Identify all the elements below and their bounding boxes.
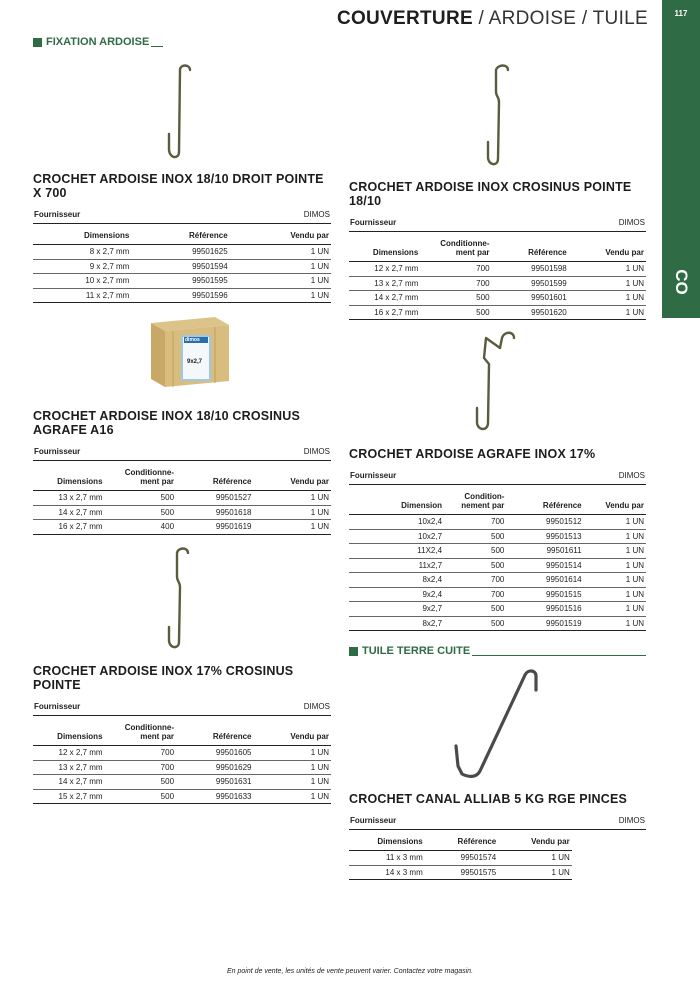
cell-dimension: 9x2,7 — [349, 602, 444, 617]
product-table — [349, 485, 646, 631]
page-title-sub: / ARDOISE / TUILE — [472, 8, 648, 29]
supplier-label: Fournisseur — [34, 447, 81, 456]
cell-conditionnement: 700 — [105, 760, 177, 775]
cell-conditionnement: 700 — [444, 587, 506, 602]
col-header: Dimensions — [33, 461, 105, 491]
cell-vendu: 1 UN — [230, 245, 331, 260]
product-table — [349, 830, 572, 880]
supplier-name: DIMOS — [303, 702, 330, 711]
cell-reference: 99501631 — [176, 775, 253, 790]
product-crochet-agrafe-17 — [349, 447, 646, 631]
col-header: Condition-nement par — [444, 485, 506, 515]
table-row — [33, 259, 331, 274]
table-row — [349, 865, 572, 880]
cell-conditionnement: 700 — [105, 746, 177, 761]
product-crochet-canal — [349, 792, 646, 880]
cell-conditionnement: 400 — [105, 520, 177, 535]
cell-vendu: 1 UN — [498, 865, 572, 880]
table-row — [349, 587, 646, 602]
cell-dimension: 10 x 2,7 mm — [33, 274, 131, 289]
table-row — [33, 245, 331, 260]
cell-dimension: 15 x 2,7 mm — [33, 789, 105, 804]
table-row — [349, 529, 646, 544]
table-row — [349, 602, 646, 617]
supplier-row — [349, 814, 646, 830]
table-row — [33, 746, 331, 761]
cell-reference: 99501596 — [131, 288, 229, 303]
cell-reference: 99501611 — [506, 544, 583, 559]
supplier-label: Fournisseur — [350, 816, 397, 825]
cell-vendu: 1 UN — [254, 789, 332, 804]
page-number: 117 — [674, 9, 688, 18]
cell-vendu: 1 UN — [569, 291, 646, 306]
cell-reference: 99501513 — [506, 529, 583, 544]
cell-vendu: 1 UN — [254, 775, 332, 790]
col-header: Conditionne-ment par — [420, 232, 491, 262]
footer-note: En point de vente, les unités de vente peuvent varier. Contactez votre magasin. — [226, 968, 474, 975]
col-header: Référence — [176, 461, 253, 491]
cell-conditionnement: 500 — [105, 775, 177, 790]
supplier-name: DIMOS — [618, 218, 645, 227]
col-header: Référence — [492, 232, 569, 262]
cell-conditionnement: 500 — [105, 491, 177, 506]
product-title: CROCHET CANAL ALLIAB 5 KG RGE PINCES — [349, 792, 628, 806]
product-title: CROCHET ARDOISE INOX 18/10 CROSINUS AGRAFE A16 — [33, 409, 301, 437]
product-crochet-crosinus-agrafe — [33, 409, 331, 535]
col-header: Conditionne-ment par — [105, 716, 177, 746]
cell-reference: 99501633 — [176, 789, 253, 804]
cell-dimension: 8x2,4 — [349, 573, 444, 588]
supplier-name: DIMOS — [303, 210, 330, 219]
cell-conditionnement: 500 — [444, 544, 506, 559]
cell-reference: 99501629 — [176, 760, 253, 775]
cell-vendu: 1 UN — [584, 544, 646, 559]
cell-dimension: 16 x 2,7 mm — [349, 305, 420, 320]
chapter-letters: CO — [672, 269, 691, 295]
cell-vendu: 1 UN — [584, 616, 646, 631]
table-row — [349, 515, 646, 530]
cell-vendu: 1 UN — [584, 558, 646, 573]
product-table — [33, 716, 331, 804]
col-header: Référence — [176, 716, 253, 746]
cell-reference: 99501605 — [176, 746, 253, 761]
cell-vendu: 1 UN — [254, 505, 332, 520]
cell-vendu: 1 UN — [584, 602, 646, 617]
table-row — [349, 305, 646, 320]
cell-dimension: 9x2,4 — [349, 587, 444, 602]
table-row — [349, 291, 646, 306]
section-rule — [151, 46, 163, 47]
section-label: TUILE TERRE CUITE — [362, 645, 471, 657]
cell-reference: 99501614 — [506, 573, 583, 588]
table-row — [349, 573, 646, 588]
cell-conditionnement: 700 — [444, 515, 506, 530]
cell-conditionnement: 500 — [420, 291, 491, 306]
cell-dimension: 14 x 2,7 mm — [33, 505, 105, 520]
product-title: CROCHET ARDOISE INOX 17% CROSINUS POINTE — [33, 664, 294, 692]
supplier-name: DIMOS — [618, 471, 645, 480]
cell-dimension: 10x2,4 — [349, 515, 444, 530]
product-crochet-droit-pointe — [33, 172, 331, 303]
cell-reference: 99501595 — [131, 274, 229, 289]
cell-dimension: 9 x 2,7 mm — [33, 259, 131, 274]
cell-vendu: 1 UN — [584, 573, 646, 588]
cell-reference: 99501618 — [176, 505, 253, 520]
cell-conditionnement: 500 — [420, 305, 491, 320]
section-rule — [472, 655, 646, 656]
section-label: FIXATION ARDOISE — [46, 36, 150, 48]
cell-reference: 99501527 — [176, 491, 253, 506]
cell-conditionnement: 500 — [444, 558, 506, 573]
cell-dimension: 11x2,7 — [349, 558, 444, 573]
col-header: Dimensions — [33, 224, 131, 245]
page-title — [337, 8, 648, 30]
table-row — [33, 491, 331, 506]
cell-dimension: 11 x 3 mm — [349, 851, 425, 866]
product-table — [349, 232, 646, 320]
col-header: Vendu par — [254, 716, 332, 746]
table-row — [33, 520, 331, 535]
section-square-icon — [349, 647, 358, 656]
cell-reference: 99501574 — [425, 851, 499, 866]
cell-reference: 99501620 — [492, 305, 569, 320]
cell-reference: 99501514 — [506, 558, 583, 573]
cell-vendu: 1 UN — [230, 288, 331, 303]
cell-vendu: 1 UN — [230, 259, 331, 274]
cell-vendu: 1 UN — [254, 520, 332, 535]
product-title: CROCHET ARDOISE AGRAFE INOX 17% — [349, 447, 596, 461]
cell-vendu: 1 UN — [569, 262, 646, 277]
supplier-name: DIMOS — [303, 447, 330, 456]
cell-conditionnement: 700 — [420, 262, 491, 277]
col-header: Référence — [131, 224, 229, 245]
col-header: Dimensions — [349, 232, 420, 262]
cell-vendu: 1 UN — [230, 274, 331, 289]
cell-conditionnement: 700 — [444, 573, 506, 588]
table-row — [349, 544, 646, 559]
col-header: Dimension — [349, 485, 444, 515]
cell-dimension: 8 x 2,7 mm — [33, 245, 131, 260]
table-row — [349, 276, 646, 291]
cell-conditionnement: 500 — [444, 602, 506, 617]
cell-reference: 99501599 — [492, 276, 569, 291]
supplier-row — [33, 208, 331, 224]
cell-reference: 99501516 — [506, 602, 583, 617]
cell-conditionnement: 500 — [444, 529, 506, 544]
supplier-row — [33, 445, 331, 461]
hook-agrafe-17-icon — [468, 328, 524, 438]
supplier-label: Fournisseur — [350, 471, 397, 480]
table-row — [349, 262, 646, 277]
cell-vendu: 1 UN — [498, 851, 572, 866]
cell-dimension: 14 x 2,7 mm — [349, 291, 420, 306]
cell-reference: 99501515 — [506, 587, 583, 602]
cell-reference: 99501512 — [506, 515, 583, 530]
table-row — [33, 288, 331, 303]
table-row — [33, 274, 331, 289]
product-title: CROCHET ARDOISE INOX CROSINUS POINTE 18/10 — [349, 180, 632, 208]
table-row — [33, 775, 331, 790]
box-brand-label: dimos — [185, 337, 200, 343]
table-row — [33, 789, 331, 804]
product-box-image — [145, 315, 231, 389]
cell-vendu: 1 UN — [584, 529, 646, 544]
col-header: Vendu par — [569, 232, 646, 262]
col-header: Dimensions — [349, 830, 425, 851]
cell-reference: 99501625 — [131, 245, 229, 260]
page-title-main: COUVERTURE — [336, 8, 473, 29]
cell-dimension: 13 x 2,7 mm — [33, 491, 105, 506]
supplier-row — [349, 469, 646, 485]
cell-conditionnement: 500 — [105, 789, 177, 804]
product-table — [33, 224, 331, 303]
cell-reference: 99501619 — [176, 520, 253, 535]
cell-reference: 99501594 — [131, 259, 229, 274]
supplier-name: DIMOS — [618, 816, 645, 825]
cell-conditionnement: 500 — [105, 505, 177, 520]
cell-vendu: 1 UN — [569, 276, 646, 291]
cell-dimension: 13 x 2,7 mm — [349, 276, 420, 291]
cell-dimension: 12 x 2,7 mm — [33, 746, 105, 761]
hook-canal-icon — [448, 666, 548, 784]
col-header: Dimensions — [33, 716, 105, 746]
cell-vendu: 1 UN — [584, 587, 646, 602]
product-crochet-crosinus-17 — [33, 664, 331, 804]
col-header: Vendu par — [254, 461, 332, 491]
table-row — [349, 616, 646, 631]
table-row — [349, 558, 646, 573]
hook-crosinus-17-icon — [160, 545, 200, 655]
product-title: CROCHET ARDOISE INOX 18/10 DROIT POINTE X 700 — [33, 172, 324, 200]
cell-dimension: 13 x 2,7 mm — [33, 760, 105, 775]
col-header: Référence — [506, 485, 583, 515]
cell-dimension: 16 x 2,7 mm — [33, 520, 105, 535]
supplier-row — [33, 700, 331, 716]
cell-reference: 99501519 — [506, 616, 583, 631]
cell-vendu: 1 UN — [254, 760, 332, 775]
cell-conditionnement: 700 — [420, 276, 491, 291]
cell-vendu: 1 UN — [254, 746, 332, 761]
table-row — [349, 851, 572, 866]
table-row — [33, 760, 331, 775]
cell-reference: 99501575 — [425, 865, 499, 880]
hook-straight-pointe-icon — [160, 62, 200, 162]
supplier-label: Fournisseur — [34, 702, 81, 711]
supplier-row — [349, 216, 646, 232]
cell-vendu: 1 UN — [254, 491, 332, 506]
col-header: Référence — [425, 830, 499, 851]
product-table — [33, 461, 331, 535]
supplier-label: Fournisseur — [350, 218, 397, 227]
supplier-label: Fournisseur — [34, 210, 81, 219]
cell-reference: 99501598 — [492, 262, 569, 277]
col-header: Vendu par — [498, 830, 572, 851]
section-fixation-ardoise — [33, 36, 163, 48]
col-header: Vendu par — [584, 485, 646, 515]
box-size-label: 9x2,7 — [187, 359, 203, 365]
cell-dimension: 14 x 2,7 mm — [33, 775, 105, 790]
table-row — [33, 505, 331, 520]
col-header: Vendu par — [230, 224, 331, 245]
col-header: Conditionne-ment par — [105, 461, 177, 491]
chapter-tab — [662, 0, 700, 318]
cell-conditionnement: 500 — [444, 616, 506, 631]
cell-dimension: 11X2,4 — [349, 544, 444, 559]
cell-dimension: 12 x 2,7 mm — [349, 262, 420, 277]
section-tuile-terre-cuite — [349, 645, 646, 657]
hook-crosinus-pointe-icon — [478, 62, 518, 170]
cell-vendu: 1 UN — [569, 305, 646, 320]
product-crochet-crosinus-pointe — [349, 180, 646, 320]
cell-dimension: 11 x 2,7 mm — [33, 288, 131, 303]
cell-vendu: 1 UN — [584, 515, 646, 530]
cell-dimension: 14 x 3 mm — [349, 865, 425, 880]
cell-dimension: 10x2,7 — [349, 529, 444, 544]
cell-dimension: 8x2,7 — [349, 616, 444, 631]
cell-reference: 99501601 — [492, 291, 569, 306]
section-square-icon — [33, 38, 42, 47]
